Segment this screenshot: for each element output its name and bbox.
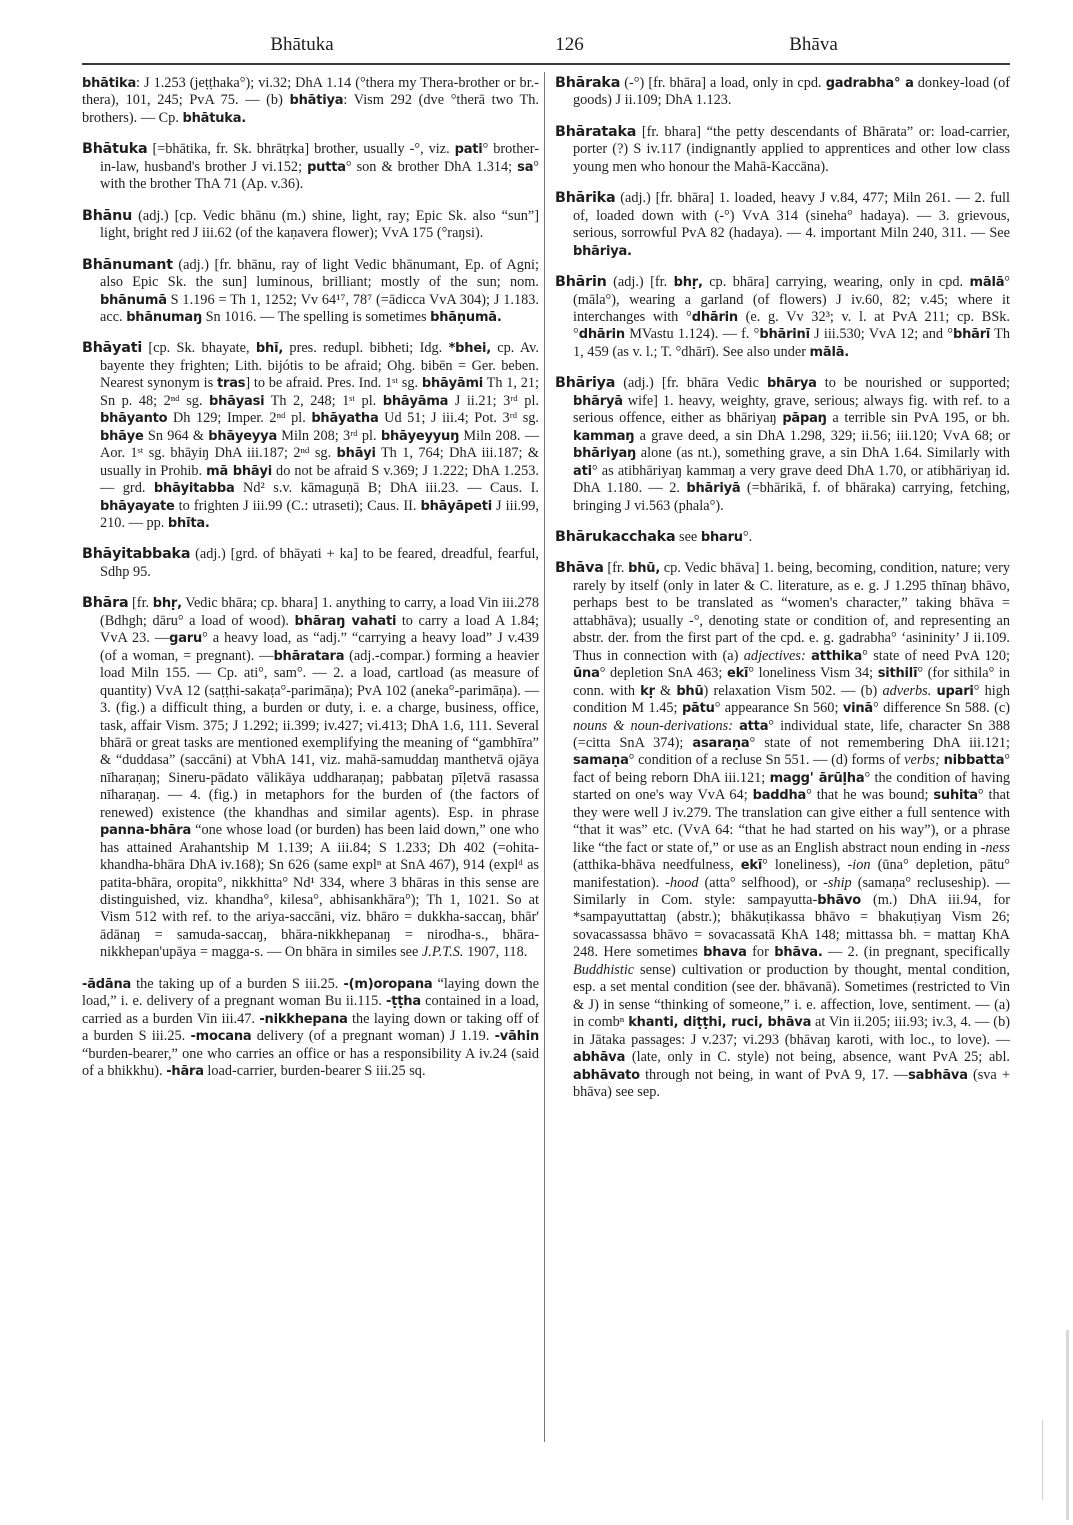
definition-text: (=bhārikā, f. of bhāraka) carrying, fetching, bringing J vi.563 (phala°).: [573, 480, 1010, 514]
bold-term: bhāyāpeti: [420, 498, 493, 514]
italic-text: adverbs.: [882, 682, 932, 699]
bold-term: dhārin: [578, 327, 625, 343]
definition-text: ° brother-in-law, husband's brother J vi.152;: [100, 141, 539, 175]
definition-text: ° high condition M 1.45;: [573, 682, 1010, 717]
definition-text: °.: [742, 528, 753, 545]
definition-text: Th 1, 21; Sn p. 48; 2ⁿᵈ sg.: [100, 375, 540, 409]
definition-text: [cp. Sk. bhayate,: [142, 340, 256, 357]
running-head-last-word: Bhāva: [789, 34, 838, 55]
bold-term: tras: [216, 376, 246, 392]
bold-term: bhāye: [100, 428, 144, 444]
bold-term: abhāvato: [573, 1067, 640, 1083]
bold-term: bhī,: [255, 341, 284, 357]
bold-term: mālā.: [809, 344, 850, 360]
bold-term: bhāratara: [273, 648, 345, 664]
definition-text: alone (as nt.), something grave, a sin DhA 1.64. Similarly with: [636, 445, 1010, 462]
bold-term: -hāra: [166, 1064, 204, 1080]
definition-text: Vedic bhāra; cp. bhara] 1. anything to carry, a load Vin iii.278 (Bdhgh; dāru° a load of wood).: [100, 595, 539, 629]
definition-text: contained in a load, carried as a burden Vin iii.47.: [82, 993, 539, 1027]
column-divider: [544, 72, 545, 1442]
bold-term: upari: [936, 683, 974, 699]
definition-text: Th 1, 459 (as v. l.; T. °dhārī). See also under: [573, 326, 1011, 360]
definition-text: pres. redupl. bibheti; Idg.: [283, 340, 449, 357]
definition-text: the laying down or taking off of a burden S iii.25.: [82, 1010, 539, 1045]
bold-term: bhātuka.: [182, 110, 247, 126]
definition-text: delivery (of a pregnant woman) J 1.19.: [251, 1028, 495, 1045]
definition-text: (adj.) [fr. bhāra] 1. loaded, heavy J v.84, 477; Miln 261. — 2. full of, loaded down with (-°) VvA 314 (sineha° hadaya). — 3. grievous, serious, sorrowful PvA 82 (hadaya). — 4. important Miln 240, 311. — See: [573, 190, 1010, 242]
definition-text: (adj.) [fr. bhānu, ray of light Vedic bhānumant, Ep. of Agni; also Epic Sk. the sun] luminous, brilliant; mostly of the sun; nom.: [100, 256, 539, 291]
definition-text: ° difference Sn 588. (c): [873, 700, 1011, 717]
headword: Bhārin: [555, 274, 607, 291]
bold-term: bhāva.: [774, 945, 823, 961]
definition-text: S 1.196 = Th 1, 1252; Vv 64¹⁷, 78⁷ (=ādicca VvA 304); J 1.183. acc.: [100, 291, 539, 325]
bold-term: bhāyeyya: [208, 428, 278, 444]
bold-term: bhū: [676, 683, 704, 699]
bold-term: bhāyatha: [311, 411, 379, 427]
definition-text: ° depletion SnA 463;: [599, 665, 727, 682]
bold-term: -vāhin: [494, 1029, 540, 1045]
bold-term: bhāriya.: [573, 243, 632, 259]
scan-edge-mark: [1042, 1420, 1043, 1500]
bold-term: ati: [573, 463, 592, 479]
headword: Bhāriya: [555, 375, 616, 392]
bold-term: bhāriyaŋ: [573, 446, 637, 462]
definition-text: ° (for sithila° in conn. with: [573, 665, 1011, 699]
bold-term: -ṭṭha: [386, 994, 421, 1010]
bold-term: *bhei,: [448, 341, 491, 357]
definition-text: (adj.) [fr. bhāra Vedic: [615, 375, 767, 392]
bold-term: bhāyeyyuŋ: [380, 428, 460, 444]
dictionary-entry-bhara: [82, 595, 539, 962]
bold-term: vinā: [842, 701, 873, 717]
definition-text: to carry a load A 1.84; VvA 23. —: [100, 612, 539, 647]
definition-text: ° state of not remembering DhA iii.121;: [749, 734, 1010, 751]
bold-term: ekī: [727, 666, 749, 682]
bold-term: putta: [307, 159, 346, 175]
definition-text: (atta° selfhood), or: [698, 874, 824, 891]
dictionary-entry-bhava: [555, 560, 1010, 1101]
dictionary-entry-bharukacchaka: [555, 529, 1010, 546]
italic-text: -ship: [823, 874, 852, 891]
definition-text: “laying down the load,” i. e. delivery of a pregnant woman Bu ii.115.: [82, 975, 540, 1010]
bold-term: bhārinī: [759, 327, 810, 343]
italic-text: Buddhistic: [573, 961, 635, 978]
bold-term: khanti, diṭṭhi, ruci, bhāva: [628, 1015, 812, 1031]
bold-term: magg' ārūḷha: [769, 770, 865, 786]
bold-term: pati: [454, 142, 483, 158]
bold-term: bhāyi: [336, 446, 376, 462]
bold-term: gadrabha° a: [825, 76, 914, 91]
definition-text: [fr.: [603, 560, 629, 577]
bold-term: bhātika: [82, 76, 137, 91]
definition-text: 1907, 118.: [463, 944, 528, 961]
dictionary-entry-bhayitabbaka: [82, 546, 539, 581]
definition-text: Miln 208; 3ʳᵈ pl.: [277, 427, 381, 444]
bold-term: suhita: [933, 788, 978, 804]
definition-text: Sn 964 &: [143, 427, 209, 444]
definition-text: [=bhātika, fr. Sk. bhrātṛka] brother, usually -°, viz.: [147, 141, 455, 158]
definition-text: Dh 129; Imper. 2ⁿᵈ pl.: [167, 410, 312, 427]
definition-text: ) relaxation Vism 502. — (b): [703, 682, 883, 699]
italic-text: nouns & noun-derivations:: [573, 717, 733, 734]
definition-text: ° (māla°), wearing a garland (of flowers) J iv.60, 82; v.45; where it interchanges with °: [573, 274, 1010, 325]
bold-term: asaraṇa: [692, 735, 750, 751]
definition-text: — 2. (in pregnant, specifically: [822, 944, 1010, 961]
definition-text: ° state of need PvA 120;: [862, 647, 1010, 664]
dictionary-entry-bhatuka: [82, 141, 539, 193]
definition-text: ° that he was bound;: [806, 787, 934, 804]
definition-text: donkey-load (of goods) J ii.109; DhA 1.123.: [573, 75, 1010, 109]
definition-text: the taking up of a burden S iii.25.: [131, 975, 344, 992]
definition-text: ° with the brother ThA 71 (Ap. v.36).: [100, 158, 540, 193]
definition-text: Miln 208. — Aor. 1ˢᵗ sg. bhāyiŋ DhA iii.187; 2ⁿᵈ sg.: [100, 427, 539, 462]
headword: Bhānumant: [82, 256, 173, 273]
bold-term: -ādāna: [82, 976, 132, 992]
headword: Bhārataka: [555, 123, 637, 140]
definition-text: ° loneliness),: [762, 857, 848, 874]
bold-term: ekī: [740, 858, 763, 874]
bold-term: bhārī: [952, 327, 991, 343]
definition-text: : J 1.253 (jeṭṭhaka°); vi.32; DhA 1.14 (°thera my Thera-brother or br.-thera), 101, 245; PvA 75. — (b): [82, 75, 539, 109]
bold-term: -nikkhepana: [259, 1011, 348, 1027]
bold-term: bhāriyā: [686, 481, 741, 497]
bold-term: abhāva: [573, 1050, 626, 1066]
dictionary-entry-bhanumant: [82, 257, 539, 327]
definition-text: (adj.-compar.) forming a heavier load Miln 155. — Cp. ati°, sam°. — 2. a load, cartload (as measure of quantity) VvA 12 (saṭṭhi-sakaṭa°-parimāṇa); PvA 102 (aneka°-parimāṇa). — 3. (fig.) a difficult thing, a burden or duty, i. e. a charge, business, office, task, affair Vism. 375; J 1.292; ii.399; iv.427; vi.413; DhA 1.6, 111. Several bhārā or great tasks are mentioned exemplifying the meaning of “gambhīra” & “duddasa” (saccāni) at VbhA 141, viz. mahā-samuddaŋ manthetvā ojāya nīharaṇaŋ; Sineru-pādato vālikāya uddharaṇaŋ; pabbataŋ pīḷetvā rasassa nīharaṇaŋ. — 4. (fig.) in metaphors for the burden of (the factors of renewed) existence (the khandhas and similar agents). Esp. in phrase: [100, 647, 540, 821]
running-head: [82, 30, 1010, 60]
headword: Bhānu: [82, 207, 133, 224]
definition-text: MVastu 1.124). — f. °: [624, 326, 760, 343]
bold-term: ūna: [573, 666, 600, 682]
dictionary-entry-bhariya: [555, 375, 1010, 515]
definition-text: wife] 1. heavy, weighty, grave, serious; always fig. with ref. to a serious offence, either as bhāriyaŋ: [573, 392, 1010, 427]
definition-text: cp. bhāra] carrying, wearing, only in cpd.: [702, 274, 970, 291]
bold-term: kṛ: [640, 683, 655, 699]
definition-text: load-carrier, burden-bearer S iii.25 sq.: [203, 1063, 426, 1080]
right-column: [555, 75, 1010, 1115]
definition-text: through not being, in want of PvA 9, 17. —: [639, 1066, 909, 1083]
dictionary-entry-bhara-compounds: [82, 976, 539, 1081]
bold-term: baddha: [752, 788, 807, 804]
definition-text: “one whose load (or burden) has been laid down,” one who has attained Arahantship M 1.139; A iii.84; S 1.233; Dh 402 (=ohita-khandha-bhāra DhA iv.168); Sn 626 (same explⁿ at SnA 467), 914 (explᵈ as patita-bhāra, oropita°, nikkhitta° Nd¹ 334, where 3 bhāras in this sense are distinguished, viz. khandha°, kilesa°, abhisankhāra°); Th 1, 1021. So at Vism 512 with ref. to the ariya-saccāni, viz. bhāro = dukkha-saccaŋ, bhār' ādānaŋ = samuda-saccaŋ, bhāra-nikkhepanaŋ = nirodha-s., bhāra-nikkhepan'upāya = magga-s. — On bhāra in similes see: [100, 822, 539, 961]
definition-text: ° that they were well J iv.279. The translation can give either a full sentence with “that it was” etc. (VvA 64: “that he had started on his way”), or a phrase like “the fact or state of,” or use as an English abstract noun ending in: [573, 787, 1010, 856]
definition-text: [fr.: [128, 595, 153, 612]
definition-text: at Vin ii.205; iii.93; iv.3, 4. — (b) in Jātaka passages: J v.237; vi.293 (bhāvaŋ karoti, with loc., to love). —: [573, 1014, 1010, 1048]
bold-term: pāpaŋ: [782, 411, 827, 427]
italic-text: adjectives:: [743, 647, 806, 664]
italic-text: -ness: [980, 839, 1010, 856]
definition-text: for: [746, 944, 775, 961]
bold-term: -(m)oropana: [343, 976, 433, 992]
definition-text: ° condition of a recluse Sn 551. — (d) forms of: [628, 752, 905, 769]
dictionary-entry-bharataka: [555, 124, 1010, 176]
left-column: [82, 75, 539, 1095]
bold-term: sithilī: [877, 666, 918, 682]
definition-text: ° the condition of having started on one's way VvA 64;: [573, 769, 1010, 804]
definition-text: Ud 51; J iii.4; Pot. 3ʳᵈ sg.: [378, 410, 539, 427]
bold-term: bhava: [703, 945, 747, 961]
bold-term: bhāraŋ vahati: [294, 613, 397, 629]
definition-text: sense) cultivation or production by thought, mental condition, esp. a set mental condition (see der. bhāvanā). Sometimes (restricted to Vin & J) in sense “thinking of someone,” i. e. affection, love, sentiment. — (a) in combⁿ: [573, 961, 1010, 1031]
definition-text: a grave deed, a sin DhA 1.298, 329; ii.56; iii.120; VvA 68; or: [634, 427, 1010, 444]
dictionary-entry-bhatika-cont: [82, 75, 539, 127]
definition-text: (atthika-bhāva needfulness,: [573, 857, 741, 874]
bold-term: bhāyayate: [100, 498, 175, 514]
bold-term: dhārin: [691, 309, 738, 325]
definition-text: ° son & brother DhA 1.314;: [345, 158, 518, 175]
bold-term: bhāyanto: [100, 411, 168, 427]
bold-term: mālā: [969, 275, 1005, 291]
bold-term: bhāyasi: [208, 393, 265, 409]
running-head-first-word: Bhātuka: [270, 34, 334, 55]
bold-term: kammaŋ: [573, 428, 635, 444]
definition-text: cp. Av. bayente they frighten; Lith. bijótis to be afraid; Ohg. bibēn = Ger. beben. Nearest synonym is: [100, 340, 539, 392]
bold-term: samaṇa: [573, 753, 629, 769]
definition-text: &: [654, 682, 677, 699]
bold-term: bhānumaŋ: [126, 309, 203, 325]
definition-text: “burden-bearer,” one who carries an office or has a responsibility A iv.24 (said of a bhikkhu).: [82, 1045, 539, 1080]
definition-text: to be nourished or supported;: [816, 375, 1011, 392]
headword: Bhāyitabbaka: [82, 546, 191, 563]
bold-term: nibbatta: [943, 753, 1005, 769]
bold-term: sa: [517, 159, 534, 175]
definition-text: Th 2, 248; 1ˢᵗ pl.: [264, 392, 383, 409]
bold-term: bharu: [700, 529, 743, 545]
bold-term: bhānumā: [100, 292, 167, 308]
definition-text: : Vism 292 (dve °therā two Th. brothers). — Cp.: [82, 92, 539, 126]
definition-text: ] to be afraid. Pres. Ind. 1ˢᵗ sg.: [245, 375, 422, 392]
italic-text: -ion: [847, 857, 871, 874]
definition-text: ° fact of being reborn DhA iii.121;: [573, 752, 1010, 786]
dictionary-entry-bharika: [555, 190, 1010, 260]
bold-term: bhīta.: [167, 515, 210, 531]
definition-text: ° individual state, life, character Sn 388 (=citta SnA 374);: [573, 717, 1010, 751]
italic-text: J.P.T.S.: [421, 944, 464, 961]
definition-text: a terrible sin PvA 195, or bh.: [826, 410, 1010, 427]
bold-term: panna-bhāra: [100, 823, 192, 839]
bold-term: mā bhāyi: [206, 463, 273, 479]
definition-text: (e. g. Vv 32³; v. l. at PvA 211; cp. BSk. °: [573, 308, 1011, 343]
bold-term: bhū,: [628, 561, 661, 577]
definition-text: (sva + bhāva) see sep.: [573, 1066, 1011, 1101]
definition-text: ° loneliness Vism 34;: [748, 665, 878, 682]
bold-term: bhṛ,: [673, 275, 703, 291]
definition-text: Th 1, 764; DhA iii.187; & usually in Prohib.: [100, 445, 539, 479]
bold-term: bhāyāmi: [421, 376, 484, 392]
headword: Bhātuka: [82, 141, 148, 158]
definition-text: (-°) [fr. bhāra] a load, only in cpd.: [620, 75, 826, 91]
bold-term: bhāryā: [573, 393, 623, 409]
bold-term: bhāvo: [817, 893, 862, 909]
definition-text: see: [675, 528, 701, 545]
bold-term: atta: [739, 718, 769, 734]
definition-text: [fr. bhara] “the petty descendants of Bhārata” or: load-carrier, porter (?) S iv.117 (indignantly applied to apprentices and other low class young men who honour the Mahā-Kaccāna).: [573, 123, 1010, 175]
definition-text: ° appearance Sn 560;: [714, 700, 843, 717]
definition-text: J ii.21; 3ʳᵈ pl.: [448, 392, 539, 409]
bold-term: -mocana: [190, 1029, 252, 1045]
definition-text: (ūna° depletion, pātu° manifestation).: [573, 857, 1011, 891]
headword: Bhāra: [82, 595, 129, 612]
dictionary-entry-bharaka: [555, 75, 1010, 110]
definition-text: to frighten J iii.99 (C.: utraseti); Caus. II.: [174, 497, 421, 514]
headword: Bhāyati: [82, 340, 143, 357]
definition-text: do not be afraid S v.369; J 1.222; DhA 1.253. — grd.: [100, 462, 539, 497]
headword: Bhārika: [555, 190, 616, 207]
headword: Bhārukacchaka: [555, 528, 676, 545]
definition-text: (late, only in C. style) not being, absence, want PvA 25; abl.: [625, 1049, 1010, 1066]
definition-text: (m.) DhA iii.94, for *sampayuttattaŋ (abstr.); bhākuṭikassa bhāvo = bhakuṭiyaŋ Vism 26; sovacassassa bhāvo = sovacassatā KhA 148; mittassa bh. = mattaŋ KhA 248. Here sometimes: [573, 892, 1010, 961]
bold-term: pātu: [681, 701, 715, 717]
bold-term: bhāyāma: [382, 393, 449, 409]
definition-text: (adj.) [grd. of bhāyati + ka] to be feared, dreadful, fearful, Sdhp 95.: [100, 546, 539, 580]
headword: Bhāva: [555, 560, 604, 577]
definition-text: Sn 1016. — The spelling is sometimes: [202, 308, 431, 325]
page-number: 126: [555, 34, 584, 55]
bold-term: sabhāva: [908, 1067, 968, 1083]
definition-text: (adj.) [fr.: [606, 274, 674, 291]
dictionary-entry-bhanu: [82, 208, 539, 243]
definition-text: ° a heavy load, as “adj.” “carrying a heavy load” J v.439 (of a woman, = pregnant). —: [100, 630, 539, 664]
dictionary-page: [82, 30, 1011, 1101]
bold-term: bhāṇumā.: [430, 309, 502, 325]
bold-term: bhṛ,: [152, 596, 182, 612]
definition-text: cp. Vedic bhāva] 1. being, becoming, condition, nature; very rarely by itself (only in later & C. literature, as e. g. J 1.295 thīnaŋ bhāvo, perhaps best to be translated as “women's character,” taking bhāva = attabhāva); usually -°, denoting state or condition of, and representing an abstr. der. from the first part of the cpd. e. g. gadrabha° ‘asininity’ J ii.109. Thus in connection with (a): [573, 560, 1010, 664]
bold-term: bhāyitabba: [153, 481, 235, 497]
dictionary-entry-bharin: [555, 274, 1010, 361]
scan-edge-mark: [1066, 1330, 1069, 1520]
bold-term: atthika: [811, 648, 863, 664]
definition-text: (samaṇa° recluseship). — Similarly in Com. style: sampayutta-: [573, 874, 1010, 909]
italic-text: -hood: [665, 874, 699, 891]
italic-text: verbs;: [904, 752, 940, 769]
definition-text: J iii.99, 210. — pp.: [100, 497, 540, 531]
definition-text: Nd² s.v. kāmaguṇā B; DhA iii.23. — Caus. I.: [234, 480, 540, 497]
headword: Bhāraka: [555, 75, 621, 91]
header-rule: [82, 63, 1010, 65]
definition-text: ° as atibhāriyaŋ kammaŋ a very grave deed DhA 1.70, or atibhāriyaŋ id. DhA 1.180. — 2.: [573, 462, 1010, 497]
bold-term: garu: [169, 631, 203, 647]
definition-text: (adj.) [cp. Vedic bhānu (m.) shine, light, ray; Epic Sk. also “sun”] light, bright red J iii.62 (of the kaṇavera flower); VvA 175 (°raŋsi).: [100, 207, 539, 242]
definition-text: J iii.530; VvA 12; and °: [809, 326, 953, 343]
bold-term: bhātiya: [289, 93, 344, 109]
dictionary-entry-bhayati: [82, 340, 539, 532]
bold-term: bhārya: [766, 376, 817, 392]
